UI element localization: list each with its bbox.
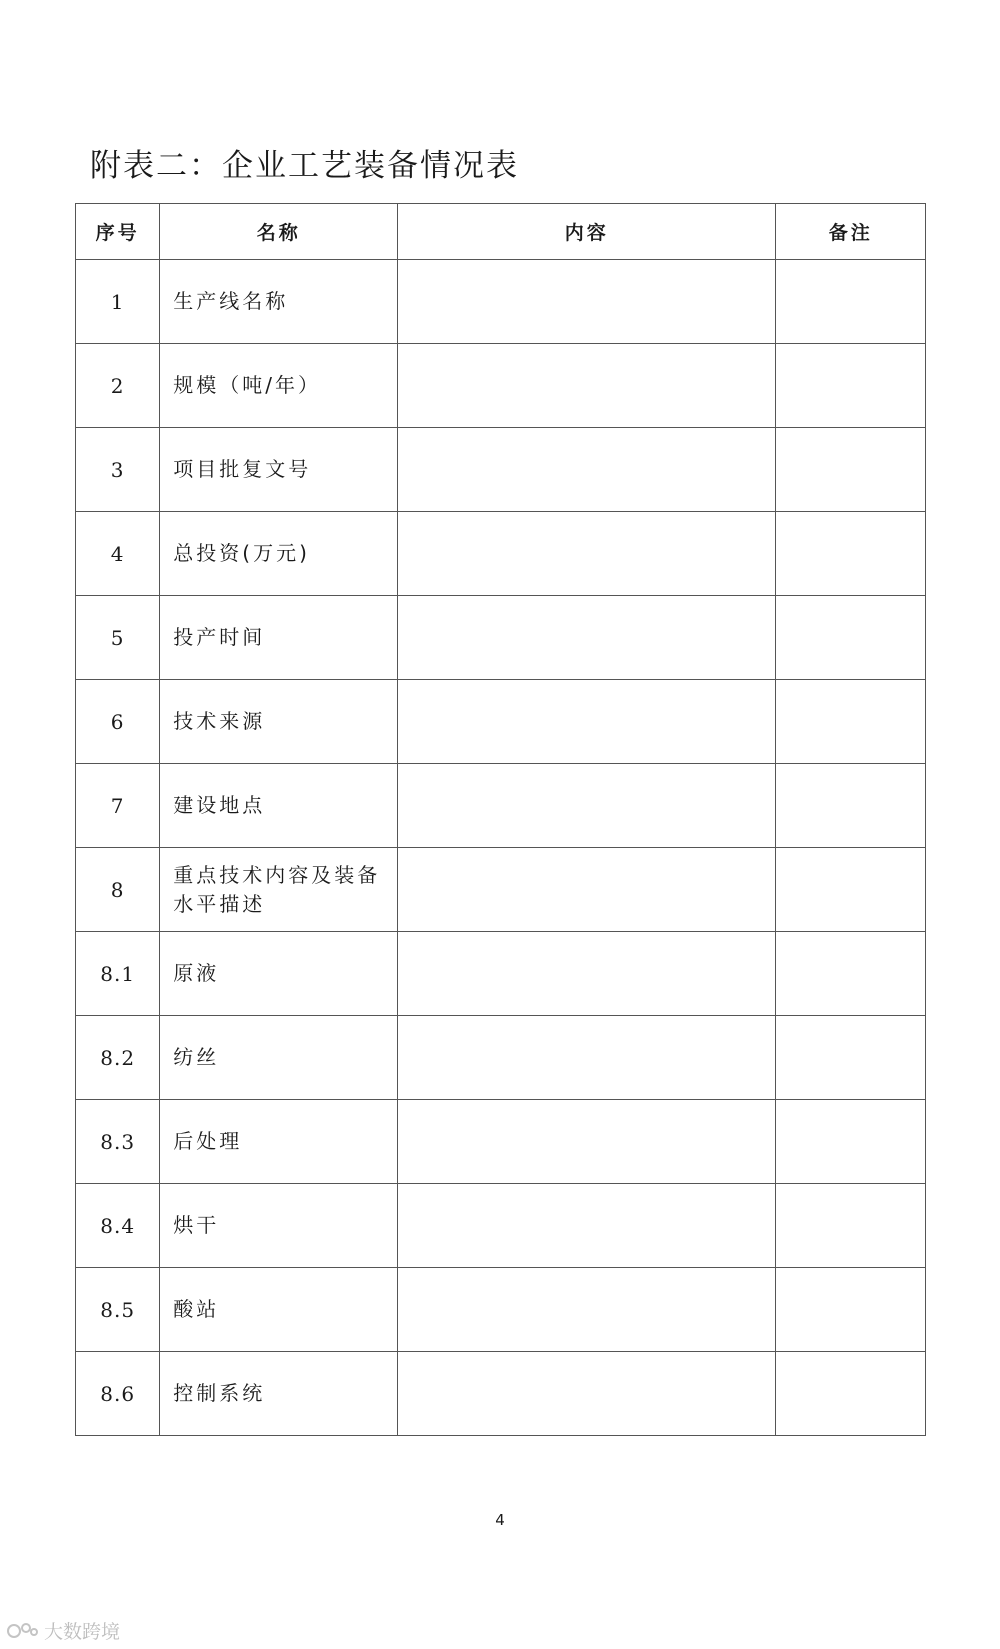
- watermark: [6, 1617, 120, 1644]
- row-note-cell: [776, 680, 926, 764]
- table-row: [76, 512, 926, 596]
- equipment-table: [75, 203, 926, 1436]
- row-name-cell: 投产时间: [160, 596, 398, 680]
- document-title: 附表二：企业工艺装备情况表: [90, 148, 519, 184]
- row-note-cell: [776, 1268, 926, 1352]
- row-content-cell: [398, 764, 776, 848]
- row-name-cell: 总投资(万元): [160, 512, 398, 596]
- watermark-logo-icon: [6, 1620, 40, 1642]
- row-note-cell: [776, 512, 926, 596]
- row-content-cell: [398, 260, 776, 344]
- row-note-cell: [776, 260, 926, 344]
- row-content-cell: [398, 1268, 776, 1352]
- table-row: [76, 1352, 926, 1436]
- row-name-cell: 生产线名称: [160, 260, 398, 344]
- row-number-cell: 8.4: [76, 1184, 160, 1268]
- row-name-cell: 酸站: [160, 1268, 398, 1352]
- row-number-cell: 3: [76, 428, 160, 512]
- row-note-cell: [776, 428, 926, 512]
- row-number-cell: 8.6: [76, 1352, 160, 1436]
- header-note: 备注: [776, 204, 926, 260]
- row-number-cell: 5: [76, 596, 160, 680]
- row-note-cell: [776, 1352, 926, 1436]
- table-row: [76, 680, 926, 764]
- row-name-cell: 纺丝: [160, 1016, 398, 1100]
- header-content: 内容: [398, 204, 776, 260]
- table-row: [76, 596, 926, 680]
- row-name-cell: 规模（吨/年）: [160, 344, 398, 428]
- row-note-cell: [776, 1184, 926, 1268]
- row-number-cell: 1: [76, 260, 160, 344]
- row-name-cell: 项目批复文号: [160, 428, 398, 512]
- page-number: 4: [495, 1511, 505, 1529]
- row-number-cell: 8.1: [76, 932, 160, 1016]
- table-row: [76, 428, 926, 512]
- table-row: [76, 1016, 926, 1100]
- row-content-cell: [398, 1016, 776, 1100]
- row-note-cell: [776, 848, 926, 932]
- row-number-cell: 4: [76, 512, 160, 596]
- header-no: 序号: [76, 204, 160, 260]
- row-content-cell: [398, 1352, 776, 1436]
- table-row: [76, 1268, 926, 1352]
- row-content-cell: [398, 1100, 776, 1184]
- row-content-cell: [398, 344, 776, 428]
- row-content-cell: [398, 932, 776, 1016]
- row-content-cell: [398, 1184, 776, 1268]
- row-number-cell: 8.5: [76, 1268, 160, 1352]
- table-row: [76, 260, 926, 344]
- table-row: [76, 1184, 926, 1268]
- row-name-cell: 控制系统: [160, 1352, 398, 1436]
- row-number-cell: 8.2: [76, 1016, 160, 1100]
- row-name-cell: 重点技术内容及装备水平描述: [160, 848, 398, 932]
- row-note-cell: [776, 764, 926, 848]
- table-body: [76, 260, 926, 1436]
- row-note-cell: [776, 932, 926, 1016]
- table-row: [76, 1100, 926, 1184]
- table-row: [76, 344, 926, 428]
- watermark-text: 大数跨境: [44, 1621, 121, 1643]
- row-name-cell: 烘干: [160, 1184, 398, 1268]
- row-content-cell: [398, 680, 776, 764]
- row-number-cell: 8.3: [76, 1100, 160, 1184]
- row-name-cell: 技术来源: [160, 680, 398, 764]
- row-note-cell: [776, 1100, 926, 1184]
- table-row: [76, 764, 926, 848]
- row-note-cell: [776, 596, 926, 680]
- row-content-cell: [398, 596, 776, 680]
- table-row: [76, 848, 926, 932]
- row-number-cell: 6: [76, 680, 160, 764]
- row-number-cell: 8: [76, 848, 160, 932]
- row-content-cell: [398, 512, 776, 596]
- row-content-cell: [398, 848, 776, 932]
- row-name-cell: 建设地点: [160, 764, 398, 848]
- row-name-cell: 后处理: [160, 1100, 398, 1184]
- table-row: [76, 932, 926, 1016]
- row-note-cell: [776, 344, 926, 428]
- row-content-cell: [398, 428, 776, 512]
- row-name-cell: 原液: [160, 932, 398, 1016]
- table-header-row: [76, 204, 926, 260]
- row-number-cell: 7: [76, 764, 160, 848]
- header-name: 名称: [160, 204, 398, 260]
- row-note-cell: [776, 1016, 926, 1100]
- row-number-cell: 2: [76, 344, 160, 428]
